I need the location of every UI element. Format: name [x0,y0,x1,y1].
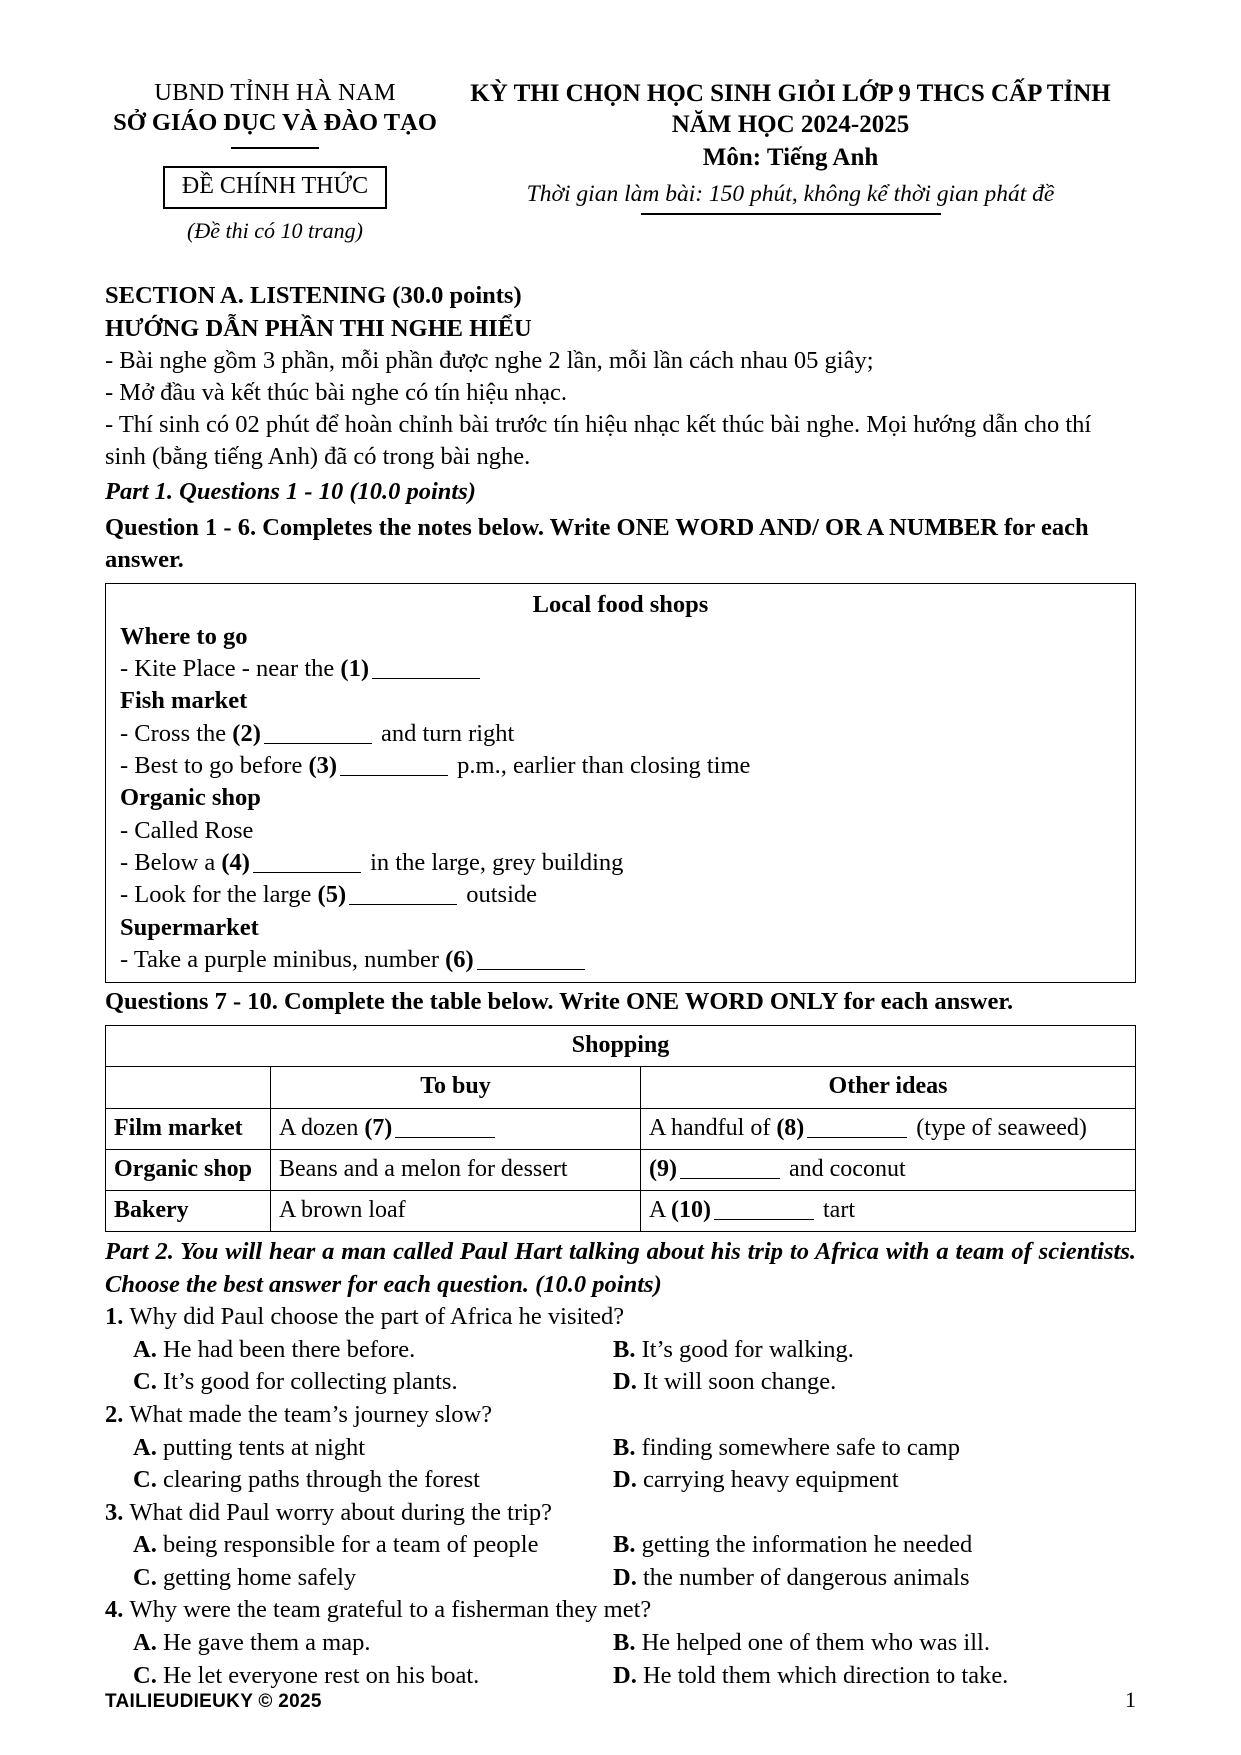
gap-number: (3) [308,752,338,780]
option-text: the number of dangerous animals [642,1563,970,1591]
notes-item-text-after: outside [460,881,538,909]
option-text: getting the information he needed [641,1531,973,1559]
option-text: getting home safely [162,1563,357,1591]
option-label: C. [133,1368,163,1396]
column-header-2: Other ideas [641,1067,1136,1108]
notes-subheading [106,912,1135,944]
option-label: C. [133,1563,163,1591]
notes-subheading-label: Supermarket [120,913,259,941]
notes-item-text: - Look for the large [120,881,318,909]
section-a-heading: SECTION A. LISTENING (30.0 points) [105,282,522,310]
option-label: B. [613,1433,642,1461]
other-ideas-text-after: tart [817,1196,855,1223]
notes-lines-container [106,621,1135,977]
listening-guide-line-1: - Bài nghe gồm 3 phần, mỗi phần được nghe 2 lần, mỗi lần cách nhau 05 giây; [105,347,874,374]
option-label: D. [613,1563,643,1591]
option-row [105,1334,1136,1367]
notes-item [106,653,1135,685]
option-row [105,1366,1136,1399]
notes-item [106,847,1135,879]
question-number: 2. [105,1400,130,1428]
answer-blank[interactable] [807,1137,907,1138]
to-buy-text: A brown loaf [279,1196,406,1223]
option-text: He let everyone rest on his boat. [162,1661,480,1689]
option-label: A. [133,1433,163,1461]
answer-option[interactable] [133,1432,613,1465]
question-stem [105,1399,1136,1432]
option-row [105,1432,1136,1465]
header-right-divider-rule [641,213,941,215]
notes-subheading-label: Organic shop [120,784,261,812]
answer-blank[interactable] [477,969,585,970]
column-header-0 [106,1067,271,1108]
gap-number: (9) [649,1155,677,1182]
questions-7-10-instruction: Questions 7 - 10. Complete the table below. Write ONE WORD ONLY for each answer. [105,988,1014,1016]
option-label: C. [133,1466,163,1494]
option-row [105,1464,1136,1497]
answer-option[interactable] [613,1562,1136,1595]
question-text: Why did Paul choose the part of Africa he visited? [129,1303,625,1331]
option-label: B. [613,1335,642,1363]
answer-blank[interactable] [264,743,372,744]
province-authority-line: UBND TỈNH HÀ NAM [154,79,396,106]
exam-subject: Môn: Tiếng Anh [702,144,879,171]
notes-item [106,879,1135,911]
listening-guide-line-3: - Thí sinh có 02 phút để hoàn chỉnh bài trước tín hiệu nhạc kết thúc bài nghe. Mọi hướng dẫn cho thí sinh (bằng tiếng Anh) đã có trong bài nghe. [105,410,1092,470]
option-label: C. [133,1661,163,1689]
listening-guide-heading: HƯỚNG DẪN PHẦN THI NGHE HIỂU [105,314,532,342]
option-text: clearing paths through the forest [162,1466,480,1494]
table-header-row [106,1067,1136,1108]
question-text: What made the team’s journey slow? [129,1400,493,1428]
option-label: D. [613,1661,643,1689]
other-ideas-text: A handful of [649,1114,777,1141]
gap-number: (7) [364,1114,393,1141]
notes-subheading [106,782,1135,814]
other-ideas-cell [641,1190,1136,1231]
option-text: He gave them a map. [162,1629,371,1657]
question-number: 4. [105,1596,130,1624]
to-buy-cell [271,1108,641,1149]
option-label: B. [613,1629,642,1657]
part2-heading: Part 2. You will hear a man called Paul Hart talking about his trip to Africa with a team of scientists. Choose the best answer for each question. (10.0 points) [105,1238,1136,1298]
gap-number: (5) [317,881,347,909]
option-label: D. [613,1466,643,1494]
gap-number: (6) [445,945,474,973]
notes-item-text-after: and turn right [374,719,515,747]
listening-guide-line-2: - Mở đầu và kết thúc bài nghe có tín hiệu nhạc. [105,378,567,406]
answer-option[interactable] [613,1464,1136,1497]
answer-blank[interactable] [253,872,361,873]
other-ideas-text: A [649,1196,672,1223]
table-title-row [106,1026,1136,1067]
option-label: D. [613,1368,643,1396]
answer-option[interactable] [613,1334,1136,1367]
option-text: It will soon change. [642,1368,837,1396]
answer-blank[interactable] [714,1219,814,1220]
option-row [105,1529,1136,1562]
question-stem [105,1594,1136,1627]
answer-blank[interactable] [340,775,448,776]
answer-option[interactable] [133,1366,613,1399]
notes-item-text: - Best to go before [120,752,309,780]
to-buy-text: A dozen [279,1114,365,1141]
question-text: What did Paul worry about during the trip? [129,1498,553,1526]
other-ideas-cell [641,1149,1136,1190]
notes-subheading-label: Fish market [120,687,248,715]
question-number: 1. [105,1303,130,1331]
answer-option[interactable] [133,1529,613,1562]
option-text: He told them which direction to take. [642,1661,1009,1689]
part2-questions-container [105,1301,1136,1692]
footer-page-number: 1 [1125,1687,1136,1712]
header-divider-rule [231,147,319,149]
shopping-table-title: Shopping [106,1026,1136,1067]
to-buy-cell [271,1149,641,1190]
question-stem [105,1301,1136,1334]
notes-item-text: - Cross the [120,719,233,747]
exam-title: KỲ THI CHỌN HỌC SINH GIỎI LỚP 9 THCS CẤP TỈNH [470,80,1111,107]
header-right-block [445,72,1136,215]
notes-subheading [106,685,1135,717]
notes-box-title: Local food shops [532,590,709,618]
notes-item [106,750,1135,782]
answer-option[interactable] [613,1366,1136,1399]
document-body [105,280,1136,1692]
shopping-table [105,1025,1136,1232]
notes-item-text: - Take a purple minibus, number [120,945,446,973]
notes-item-text-after: p.m., earlier than closing time [451,752,751,780]
page-footer [105,1687,1136,1713]
gap-number: (4) [221,849,250,876]
gap-number: (1) [340,655,369,683]
option-text: being responsible for a team of people [162,1531,539,1559]
other-ideas-text-after: (type of seaweed) [910,1114,1087,1141]
row-label: Organic shop [106,1149,271,1190]
gap-number: (2) [232,719,261,747]
to-buy-cell [271,1190,641,1231]
option-text: It’s good for walking. [641,1335,854,1363]
answer-option[interactable] [613,1627,1136,1660]
footer-watermark: TAILIEUDIEUKY © 2025 [105,1691,322,1712]
table-row [106,1108,1136,1149]
question-text: Why were the team grateful to a fisherman they met? [129,1596,652,1624]
answer-option[interactable] [133,1334,613,1367]
question-number: 3. [105,1498,130,1526]
answer-option[interactable] [133,1464,613,1497]
notes-item-text: - Kite Place - near the [120,655,341,683]
to-buy-text: Beans and a melon for dessert [279,1155,568,1182]
answer-blank[interactable] [395,1137,495,1138]
answer-blank[interactable] [680,1178,780,1179]
option-row [105,1627,1136,1660]
answer-option[interactable] [613,1529,1136,1562]
notes-subheading [106,621,1135,653]
exam-duration-note: Thời gian làm bài: 150 phút, không kể thời gian phát đề [526,180,1055,207]
page-count-note: (Đề thi có 10 trang) [187,218,363,244]
notes-item-text-after: in the large, grey building [363,849,624,876]
question-stem [105,1497,1136,1530]
option-text: It’s good for collecting plants. [162,1368,458,1396]
option-text: putting tents at night [162,1433,366,1461]
department-name-line: SỞ GIÁO DỤC VÀ ĐÀO TẠO [113,108,437,136]
other-ideas-text-after: and coconut [782,1155,906,1182]
option-label: A. [133,1531,163,1559]
other-ideas-cell [641,1108,1136,1149]
part1-heading: Part 1. Questions 1 - 10 (10.0 points) [105,478,476,506]
answer-blank[interactable] [349,904,457,905]
document-header [105,72,1136,244]
notes-item-text: - Below a [120,849,222,876]
option-label: B. [613,1531,642,1559]
answer-option[interactable] [613,1432,1136,1465]
notes-item [106,718,1135,750]
option-text: He had been there before. [162,1335,416,1363]
option-text: finding somewhere safe to camp [641,1433,960,1461]
column-header-1: To buy [271,1067,641,1108]
local-food-shops-notes-box [105,583,1136,984]
header-left-block [105,72,445,244]
table-row [106,1149,1136,1190]
notes-item [106,944,1135,976]
table-row [106,1190,1136,1231]
exam-school-year: NĂM HỌC 2024-2025 [671,111,910,138]
gap-number: (8) [776,1114,805,1141]
notes-subheading-label: Where to go [120,622,248,650]
option-label: A. [133,1335,163,1363]
official-exam-badge: ĐỀ CHÍNH THỨC [163,166,387,210]
option-row [105,1562,1136,1595]
notes-item: - Called Rose [120,816,254,844]
answer-option[interactable] [133,1562,613,1595]
row-label: Bakery [106,1190,271,1231]
gap-number: (10) [671,1196,711,1223]
questions-1-6-instruction: Question 1 - 6. Completes the notes below. Write ONE WORD AND/ OR A NUMBER for each answer. [105,513,1089,573]
option-text: He helped one of them who was ill. [641,1629,990,1657]
option-text: carrying heavy equipment [642,1466,899,1494]
answer-option[interactable] [133,1627,613,1660]
option-label: A. [133,1629,163,1657]
row-label: Film market [106,1108,271,1149]
answer-blank[interactable] [372,678,480,679]
